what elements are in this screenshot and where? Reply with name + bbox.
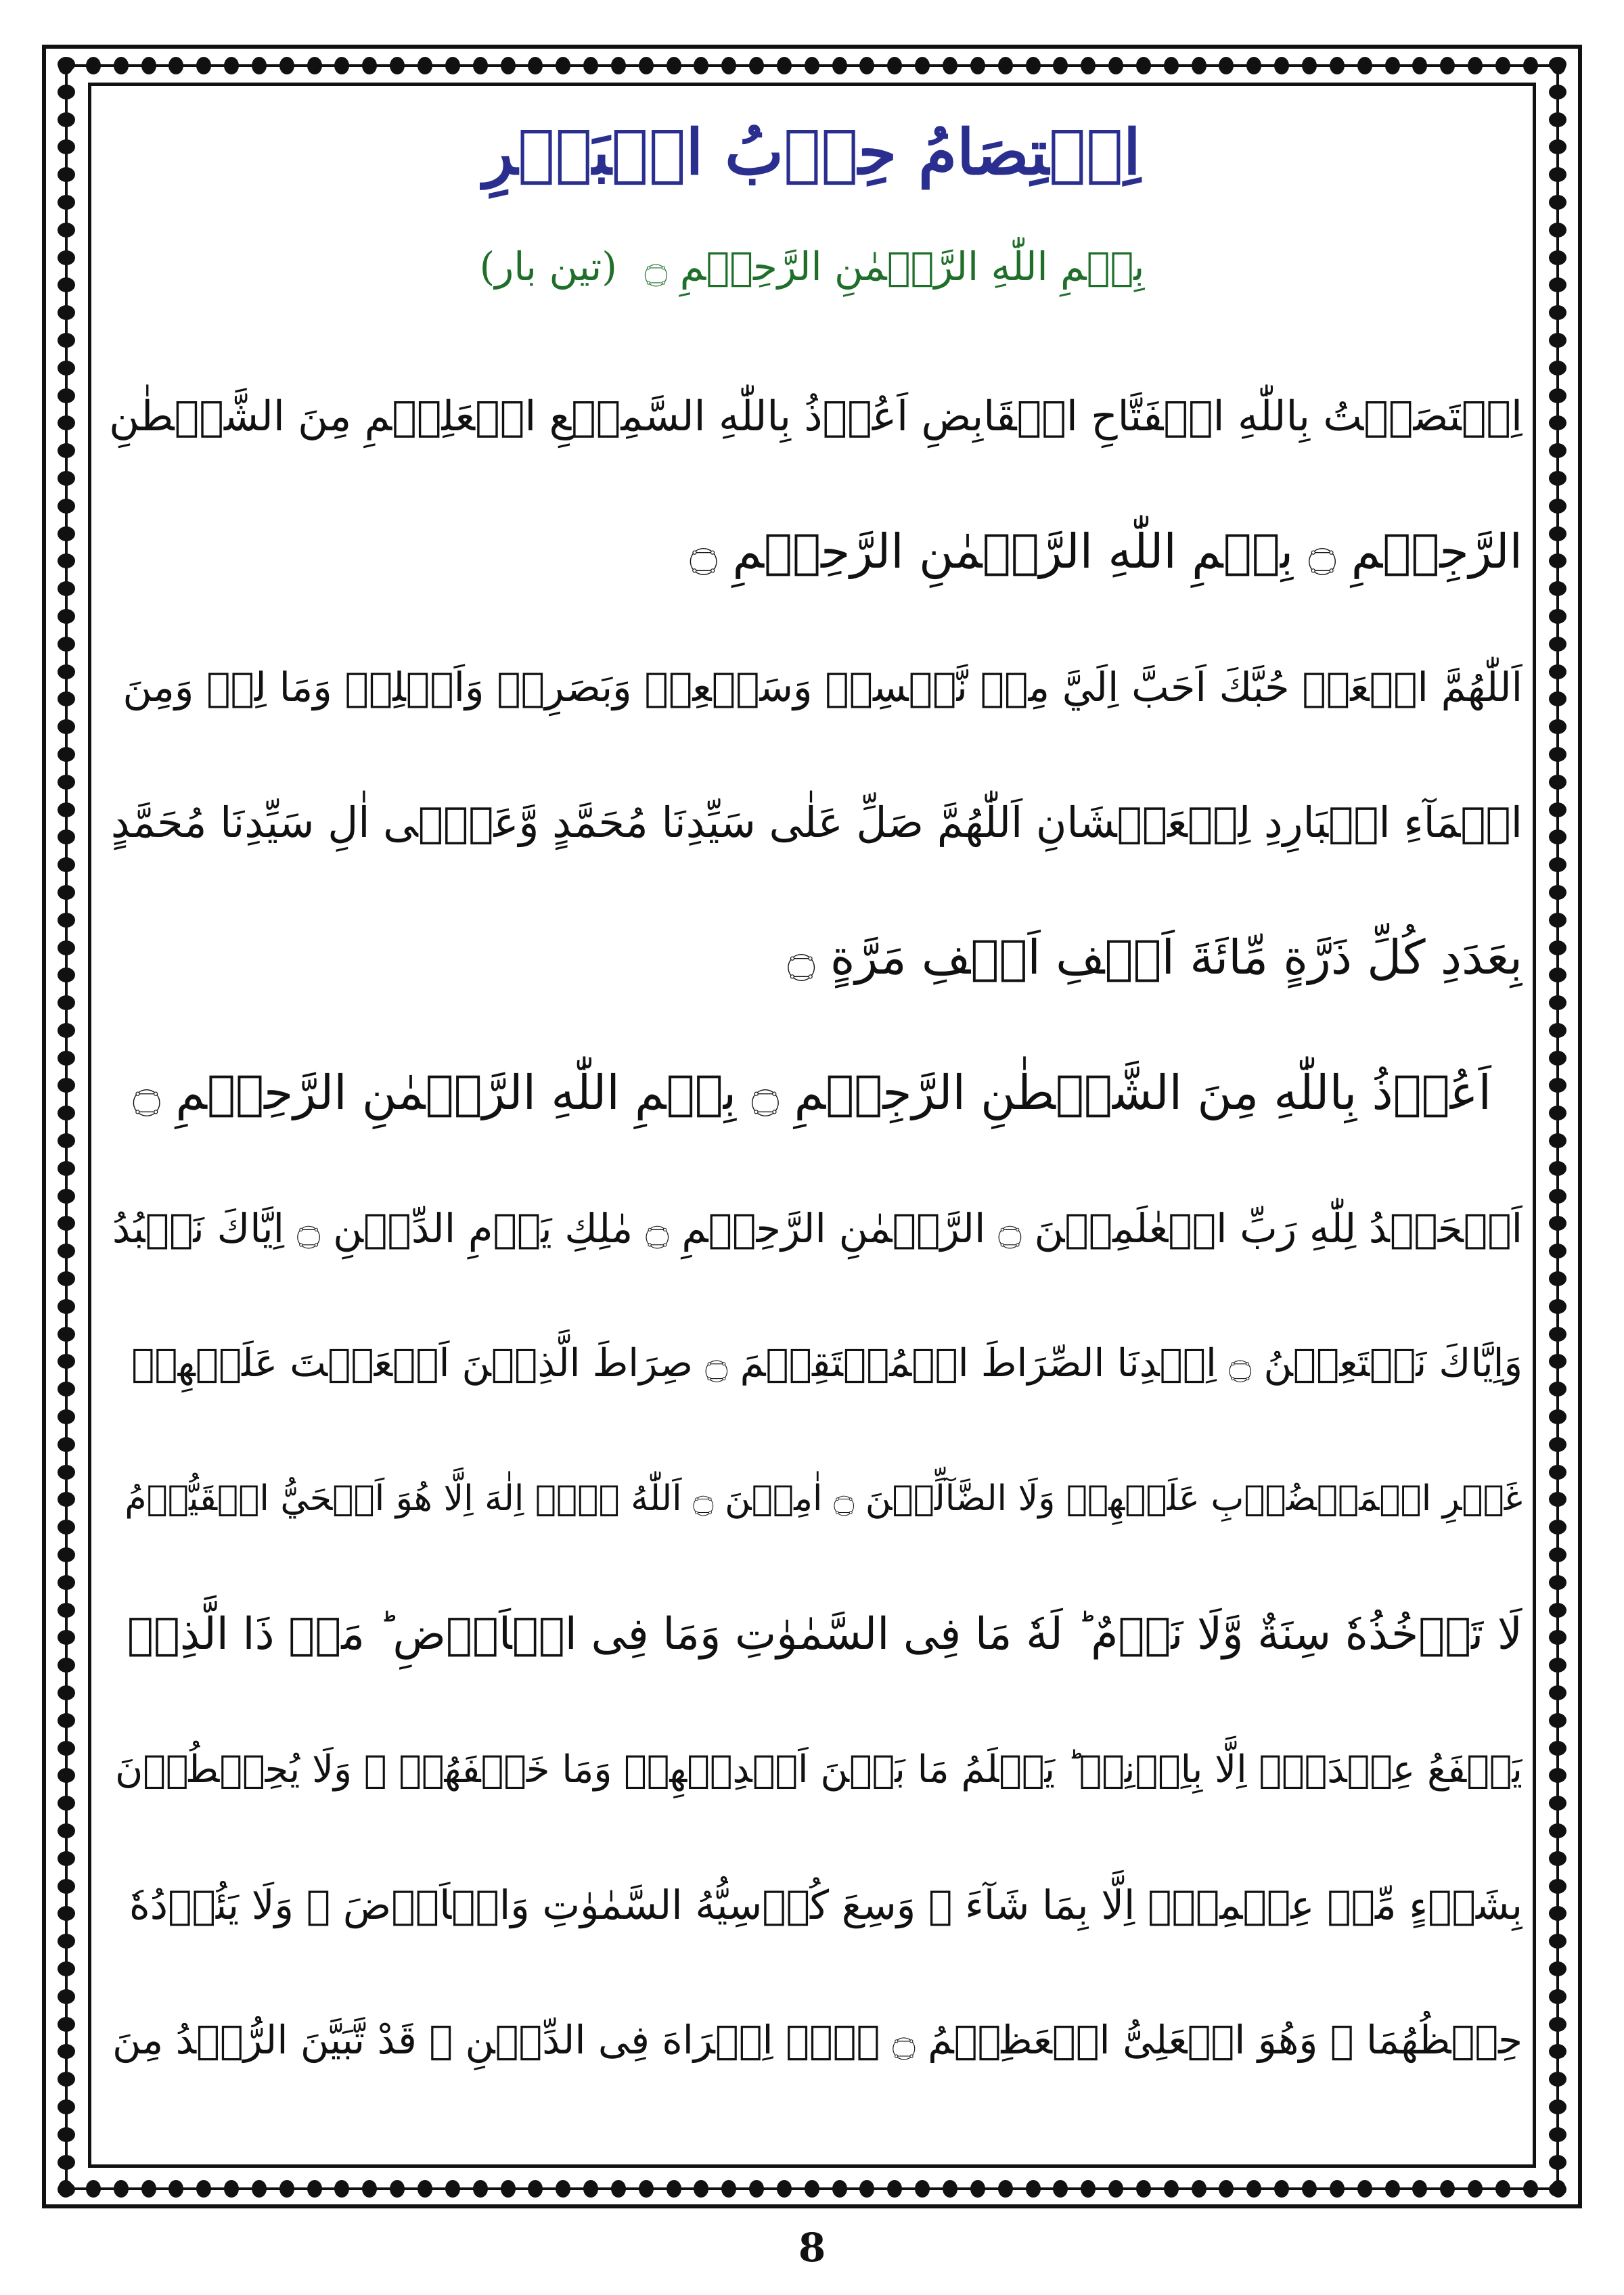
text-line-11: يَشۡفَعُ عِنۡدَهٗۤ اِلَّا بِاِذۡنِهٖ ؕ يَعۡلَمُ مَا بَيۡنَ اَيۡدِيۡهِمۡ وَمَا خَلۡفَهُمۡ ۚ وَلَا يُحِيۡطُوۡنَ (115, 1747, 1522, 1792)
border-bead (58, 581, 75, 596)
border-bead (58, 1216, 75, 1231)
border-bead (1549, 1961, 1566, 1976)
border-bead (279, 57, 294, 74)
border-bead (58, 857, 75, 872)
border-bead (1549, 1465, 1566, 1480)
border-bead (196, 2180, 211, 2198)
border-bead (58, 1713, 75, 1728)
border-bead (168, 2180, 183, 2198)
border-bead (1549, 830, 1566, 844)
border-bead (58, 2127, 75, 2142)
bismillah-subtitle (0, 244, 1624, 291)
border-bead (1026, 57, 1041, 74)
border-bead (1549, 388, 1566, 403)
page-title: اِعۡتِصَامُ حِزۡبُ الۡبَحۡرِ (483, 116, 1141, 189)
border-bead (58, 1133, 75, 1148)
text-line-13: حِفۡظُهُمَا ۚ وَهُوَ الۡعَلِىُّ الۡعَظِيۡمُ ۝ لَاۤ اِكۡرَاهَ فِى الدِّيۡنِ ۙ قَدْ تَّبَيَّنَ الرُّشۡدُ مِنَ (112, 2017, 1522, 2063)
top-bead-border (58, 57, 1566, 74)
border-bead (1549, 471, 1566, 486)
border-bead (1549, 2044, 1566, 2059)
border-bead (1357, 2180, 1372, 2198)
border-bead (141, 57, 156, 74)
border-bead (58, 830, 75, 844)
border-bead (1468, 57, 1483, 74)
border-bead (1549, 1713, 1566, 1728)
border-bead (58, 1409, 75, 1424)
border-bead (1549, 2072, 1566, 2087)
border-bead (556, 57, 570, 74)
border-bead (1164, 57, 1179, 74)
border-bead (859, 2180, 874, 2198)
border-bead (58, 223, 75, 237)
border-bead (1108, 57, 1123, 74)
border-bead (58, 305, 75, 320)
border-bead (1549, 581, 1566, 596)
border-bead (1549, 415, 1566, 430)
border-bead (58, 1354, 75, 1369)
border-bead (58, 1492, 75, 1507)
border-bead (1549, 57, 1566, 72)
border-bead (58, 1741, 75, 1756)
border-bead (58, 195, 75, 210)
border-bead (58, 1575, 75, 1590)
border-bead (1549, 1437, 1566, 1452)
border-bead (501, 2180, 516, 2198)
border-bead (1330, 2180, 1345, 2198)
border-bead (1549, 526, 1566, 541)
border-bead (58, 691, 75, 706)
border-bead (1549, 664, 1566, 679)
border-bead (1549, 1051, 1566, 1066)
border-bead (1549, 2155, 1566, 2170)
border-bead (1330, 57, 1345, 74)
border-bead (86, 2180, 101, 2198)
border-bead (1495, 57, 1510, 74)
border-bead (998, 2180, 1013, 2198)
border-bead (141, 2180, 156, 2198)
border-bead (915, 57, 930, 74)
border-bead (58, 2017, 75, 2032)
border-bead (1549, 1327, 1566, 1342)
border-bead (1549, 995, 1566, 1010)
border-bead (1053, 2180, 1068, 2198)
border-bead (1523, 57, 1538, 74)
border-bead (58, 1161, 75, 1176)
border-bead (1549, 1685, 1566, 1700)
border-bead (58, 1879, 75, 1894)
border-bead (1081, 2180, 1096, 2198)
border-bead (1549, 802, 1566, 817)
border-bead (1549, 1547, 1566, 1562)
border-bead (58, 637, 75, 652)
border-bead (1302, 57, 1317, 74)
border-bead (58, 499, 75, 514)
border-bead (1136, 2180, 1151, 2198)
border-bead (58, 1382, 75, 1396)
border-bead (1523, 2180, 1538, 2198)
text-line-9: غَيۡرِ الۡمَغۡضُوۡبِ عَلَيۡهِمۡ وَلَا الضَّآلِّيۡنَ ۝ اٰمِيۡنَ ۝ اَللّٰهُ لَاۤ اِلٰهَ اِلَّا هُوَ اَلۡحَيُّ الۡقَيُّوۡمُ (125, 1478, 1522, 1519)
text-line-6: اَعُوۡذُ بِاللّٰهِ مِنَ الشَّيۡطٰنِ الرَّجِيۡمِ ۝ بِسۡمِ اللّٰهِ الرَّحۡمٰنِ الرَّحِيۡمِ ۝ (133, 1065, 1491, 1120)
border-bead (196, 57, 211, 74)
border-bead (667, 57, 681, 74)
border-bead (1495, 2180, 1510, 2198)
border-bead (1549, 609, 1566, 624)
border-bead (1549, 361, 1566, 376)
border-bead (58, 361, 75, 376)
border-bead (58, 1961, 75, 1976)
border-bead (307, 2180, 322, 2198)
border-bead (58, 85, 75, 99)
border-bead (1549, 223, 1566, 237)
border-bead (58, 1078, 75, 1093)
border-bead (1549, 2099, 1566, 2114)
border-bead (1549, 85, 1566, 99)
border-bead (1412, 57, 1427, 74)
border-bead (58, 1685, 75, 1700)
border-bead (1549, 1492, 1566, 1507)
border-bead (528, 2180, 543, 2198)
text-line-7: اَلۡحَمۡدُ لِلّٰهِ رَبِّ الۡعٰلَمِيۡنَ ۝ الرَّحۡمٰنِ الرَّحِيۡمِ ۝ مٰلِكِ يَوۡمِ الدِّيۡنِ ۝ اِيَّاكَ نَعۡبُدُ (112, 1204, 1522, 1252)
border-bead (58, 2099, 75, 2114)
border-bead (694, 57, 708, 74)
border-bead (58, 664, 75, 679)
border-bead (334, 57, 349, 74)
border-bead (1549, 1768, 1566, 1783)
border-bead (611, 2180, 626, 2198)
border-bead (58, 1327, 75, 1342)
border-bead (1274, 2180, 1289, 2198)
border-bead (58, 885, 75, 900)
border-bead (224, 2180, 239, 2198)
border-bead (334, 2180, 349, 2198)
border-bead (832, 2180, 847, 2198)
border-bead (1440, 57, 1455, 74)
border-bead (1549, 1244, 1566, 1258)
border-bead (1549, 1023, 1566, 1038)
border-bead (1549, 968, 1566, 982)
border-bead (58, 1547, 75, 1562)
border-bead (1549, 1078, 1566, 1093)
border-bead (777, 2180, 792, 2198)
border-bead (58, 1271, 75, 1286)
border-bead (58, 443, 75, 458)
border-bead (58, 1437, 75, 1452)
border-bead (58, 388, 75, 403)
border-bead (943, 2180, 957, 2198)
border-bead (1549, 1189, 1566, 1204)
border-bead (58, 747, 75, 762)
border-bead (805, 57, 819, 74)
border-bead (58, 471, 75, 486)
border-bead (1549, 553, 1566, 568)
border-bead (1192, 57, 1206, 74)
border-bead (418, 2180, 432, 2198)
border-bead (1549, 940, 1566, 955)
border-bead (1549, 1409, 1566, 1424)
border-bead (114, 57, 129, 74)
border-bead (1549, 1851, 1566, 1866)
border-bead (252, 57, 267, 74)
border-bead (556, 2180, 570, 2198)
border-bead (1549, 1354, 1566, 1369)
border-bead (1136, 57, 1151, 74)
border-bead (1385, 2180, 1400, 2198)
border-bead (1549, 333, 1566, 348)
text-line-12: بِشَىۡءٍ مِّنۡ عِلۡمِهٖۤ اِلَّا بِمَا شَآءَ ۚ وَسِعَ كُرۡسِيُّهُ السَّمٰوٰتِ وَالۡاَرۡضَ ۚ وَلَا يَئُوۡدُهٗ (129, 1881, 1522, 1928)
border-bead (1549, 1161, 1566, 1176)
border-bead (1549, 1575, 1566, 1590)
border-bead (58, 1851, 75, 1866)
border-bead (749, 2180, 764, 2198)
border-bead (1549, 913, 1566, 928)
text-line-1: اِعۡتَصَمۡتُ بِاللّٰهِ الۡفَتَّاحِ الۡقَابِضِ اَعُوۡذُ بِاللّٰهِ السَّمِيۡعِ الۡعَلِيۡمِ مِنَ الشَّيۡطٰنِ (109, 392, 1522, 440)
border-bead (58, 1023, 75, 1038)
border-bead (1302, 2180, 1317, 2198)
border-bead (611, 57, 626, 74)
border-bead (1549, 2017, 1566, 2032)
border-bead (1549, 775, 1566, 790)
border-bead (1246, 57, 1261, 74)
border-bead (58, 1934, 75, 1949)
border-bead (777, 57, 792, 74)
border-bead (1219, 2180, 1234, 2198)
border-bead (362, 57, 377, 74)
border-bead (970, 2180, 985, 2198)
border-bead (58, 1768, 75, 1783)
border-bead (1549, 691, 1566, 706)
border-bead (1549, 2127, 1566, 2142)
border-bead (1549, 1823, 1566, 1838)
left-bead-border (58, 57, 75, 2198)
border-bead (721, 2180, 736, 2198)
border-bead (58, 1106, 75, 1120)
border-bead (583, 2180, 598, 2198)
border-bead (1549, 1630, 1566, 1645)
border-bead (58, 2072, 75, 2087)
border-bead (1549, 1271, 1566, 1286)
border-bead (1549, 305, 1566, 320)
border-bead (1549, 1106, 1566, 1120)
page-number: 8 (798, 2225, 826, 2271)
border-bead (58, 1189, 75, 1204)
border-bead (58, 719, 75, 734)
border-bead (58, 333, 75, 348)
border-bead (1549, 885, 1566, 900)
border-bead (1468, 2180, 1483, 2198)
border-bead (362, 2180, 377, 2198)
bottom-bead-border (58, 2180, 1566, 2198)
border-bead (970, 57, 985, 74)
border-bead (639, 57, 654, 74)
border-bead (390, 57, 405, 74)
border-bead (721, 57, 736, 74)
border-bead (1549, 857, 1566, 872)
border-bead (168, 57, 183, 74)
border-bead (1108, 2180, 1123, 2198)
border-bead (1549, 499, 1566, 514)
border-bead (58, 2155, 75, 2170)
text-line-2: الرَّجِيۡمِ ۝ بِسۡمِ اللّٰهِ الرَّحۡمٰنِ الرَّحِيۡمِ ۝ (690, 524, 1522, 579)
border-bead (58, 1658, 75, 1673)
border-bead (58, 1051, 75, 1066)
border-bead (58, 1989, 75, 2004)
border-bead (58, 802, 75, 817)
border-bead (307, 57, 322, 74)
border-bead (1549, 1603, 1566, 1618)
border-bead (445, 2180, 460, 2198)
border-bead (58, 1630, 75, 1645)
border-bead (58, 2182, 75, 2197)
text-line-10: لَا تَاۡخُذُهٗ سِنَةٌ وَّلَا نَوۡمٌ ؕ لَهٗ مَا فِى السَّمٰوٰتِ وَمَا فِى الۡاَرۡضِ ؕ مَنۡ ذَا الَّذِىۡ (127, 1608, 1522, 1660)
border-bead (1440, 2180, 1455, 2198)
border-bead (749, 57, 764, 74)
border-bead (501, 57, 516, 74)
border-bead (473, 2180, 488, 2198)
border-bead (58, 968, 75, 982)
border-bead (114, 2180, 129, 2198)
border-bead (58, 1520, 75, 1535)
border-bead (58, 2044, 75, 2059)
border-bead (943, 57, 957, 74)
border-bead (58, 1823, 75, 1838)
border-bead (58, 1465, 75, 1480)
border-bead (1026, 2180, 1041, 2198)
border-bead (279, 2180, 294, 2198)
border-bead (1549, 1796, 1566, 1811)
text-line-5: بِعَدَدِ كُلِّ ذَرَّةٍ مِّائَةَ اَلۡفِ اَلۡفِ مَرَّةٍ ۝ (787, 930, 1522, 985)
border-bead (1549, 2182, 1566, 2197)
border-bead (1549, 1741, 1566, 1756)
border-bead (805, 2180, 819, 2198)
border-bead (1549, 1879, 1566, 1894)
border-bead (58, 609, 75, 624)
border-bead (1549, 1906, 1566, 1921)
border-bead (1549, 747, 1566, 762)
border-bead (252, 2180, 267, 2198)
border-bead (887, 2180, 902, 2198)
border-bead (1164, 2180, 1179, 2198)
border-bead (1549, 1299, 1566, 1314)
border-bead (1549, 719, 1566, 734)
border-bead (1549, 1658, 1566, 1673)
border-bead (1357, 57, 1372, 74)
border-bead (1549, 1520, 1566, 1535)
border-bead (58, 415, 75, 430)
border-bead (1053, 57, 1068, 74)
border-bead (1246, 2180, 1261, 2198)
border-bead (1549, 195, 1566, 210)
border-bead (390, 2180, 405, 2198)
border-bead (1549, 1216, 1566, 1231)
border-bead (86, 57, 101, 74)
text-line-3: اَللّٰهُمَّ اجۡعَلۡ حُبَّكَ اَحَبَّ اِلَيَّ مِنۡ نَّفۡسِيۡ وَسَمۡعِيۡ وَبَصَرِيۡ وَاَهۡلِيۡ وَمَا لِيۡ وَمِنَ (122, 663, 1522, 710)
border-bead (694, 2180, 708, 2198)
border-bead (1192, 2180, 1206, 2198)
border-bead (418, 57, 432, 74)
border-bead (58, 1299, 75, 1314)
text-line-4: الۡمَآءِ الۡبَارِدِ لِلۡعَطۡشَانِ اَللّٰهُمَّ صَلِّ عَلٰى سَيِّدِنَا مُحَمَّدٍ وَّعَلٰۤى اٰلِ سَيِّدِنَا مُحَمَّدٍ (110, 797, 1522, 847)
border-bead (1412, 2180, 1427, 2198)
border-bead (58, 775, 75, 790)
border-bead (58, 1796, 75, 1811)
border-bead (58, 913, 75, 928)
border-bead (473, 57, 488, 74)
border-bead (445, 57, 460, 74)
border-bead (1219, 57, 1234, 74)
border-bead (915, 2180, 930, 2198)
border-bead (1274, 57, 1289, 74)
border-bead (528, 57, 543, 74)
border-bead (998, 57, 1013, 74)
subtitle-text: بِسۡمِ اللّٰهِ الرَّحۡمٰنِ الرَّحِيۡمِ ۝ (644, 244, 1145, 290)
border-bead (224, 57, 239, 74)
border-bead (58, 940, 75, 955)
border-bead (58, 57, 75, 72)
border-bead (1385, 57, 1400, 74)
border-bead (58, 1244, 75, 1258)
border-bead (1549, 443, 1566, 458)
border-bead (1549, 1133, 1566, 1148)
border-bead (583, 57, 598, 74)
border-bead (1549, 1989, 1566, 2004)
border-bead (1549, 1382, 1566, 1396)
border-bead (58, 1603, 75, 1618)
border-bead (639, 2180, 654, 2198)
border-bead (1549, 637, 1566, 652)
border-bead (58, 1906, 75, 1921)
border-bead (58, 553, 75, 568)
border-bead (832, 57, 847, 74)
right-bead-border (1549, 57, 1566, 2198)
border-bead (58, 526, 75, 541)
border-bead (859, 57, 874, 74)
border-bead (58, 995, 75, 1010)
border-bead (1081, 57, 1096, 74)
border-bead (887, 57, 902, 74)
repeat-note: (تین بار) (479, 244, 617, 290)
border-bead (1549, 1934, 1566, 1949)
text-line-8: وَاِيَّاكَ نَسۡتَعِيۡنُ ۝ اِهۡدِنَا الصِّرَاطَ الۡمُسۡتَقِيۡمَ ۝ صِرَاطَ الَّذِيۡنَ اَنۡعَمۡتَ عَلَيۡهِمۡ (131, 1341, 1522, 1386)
border-bead (667, 2180, 681, 2198)
